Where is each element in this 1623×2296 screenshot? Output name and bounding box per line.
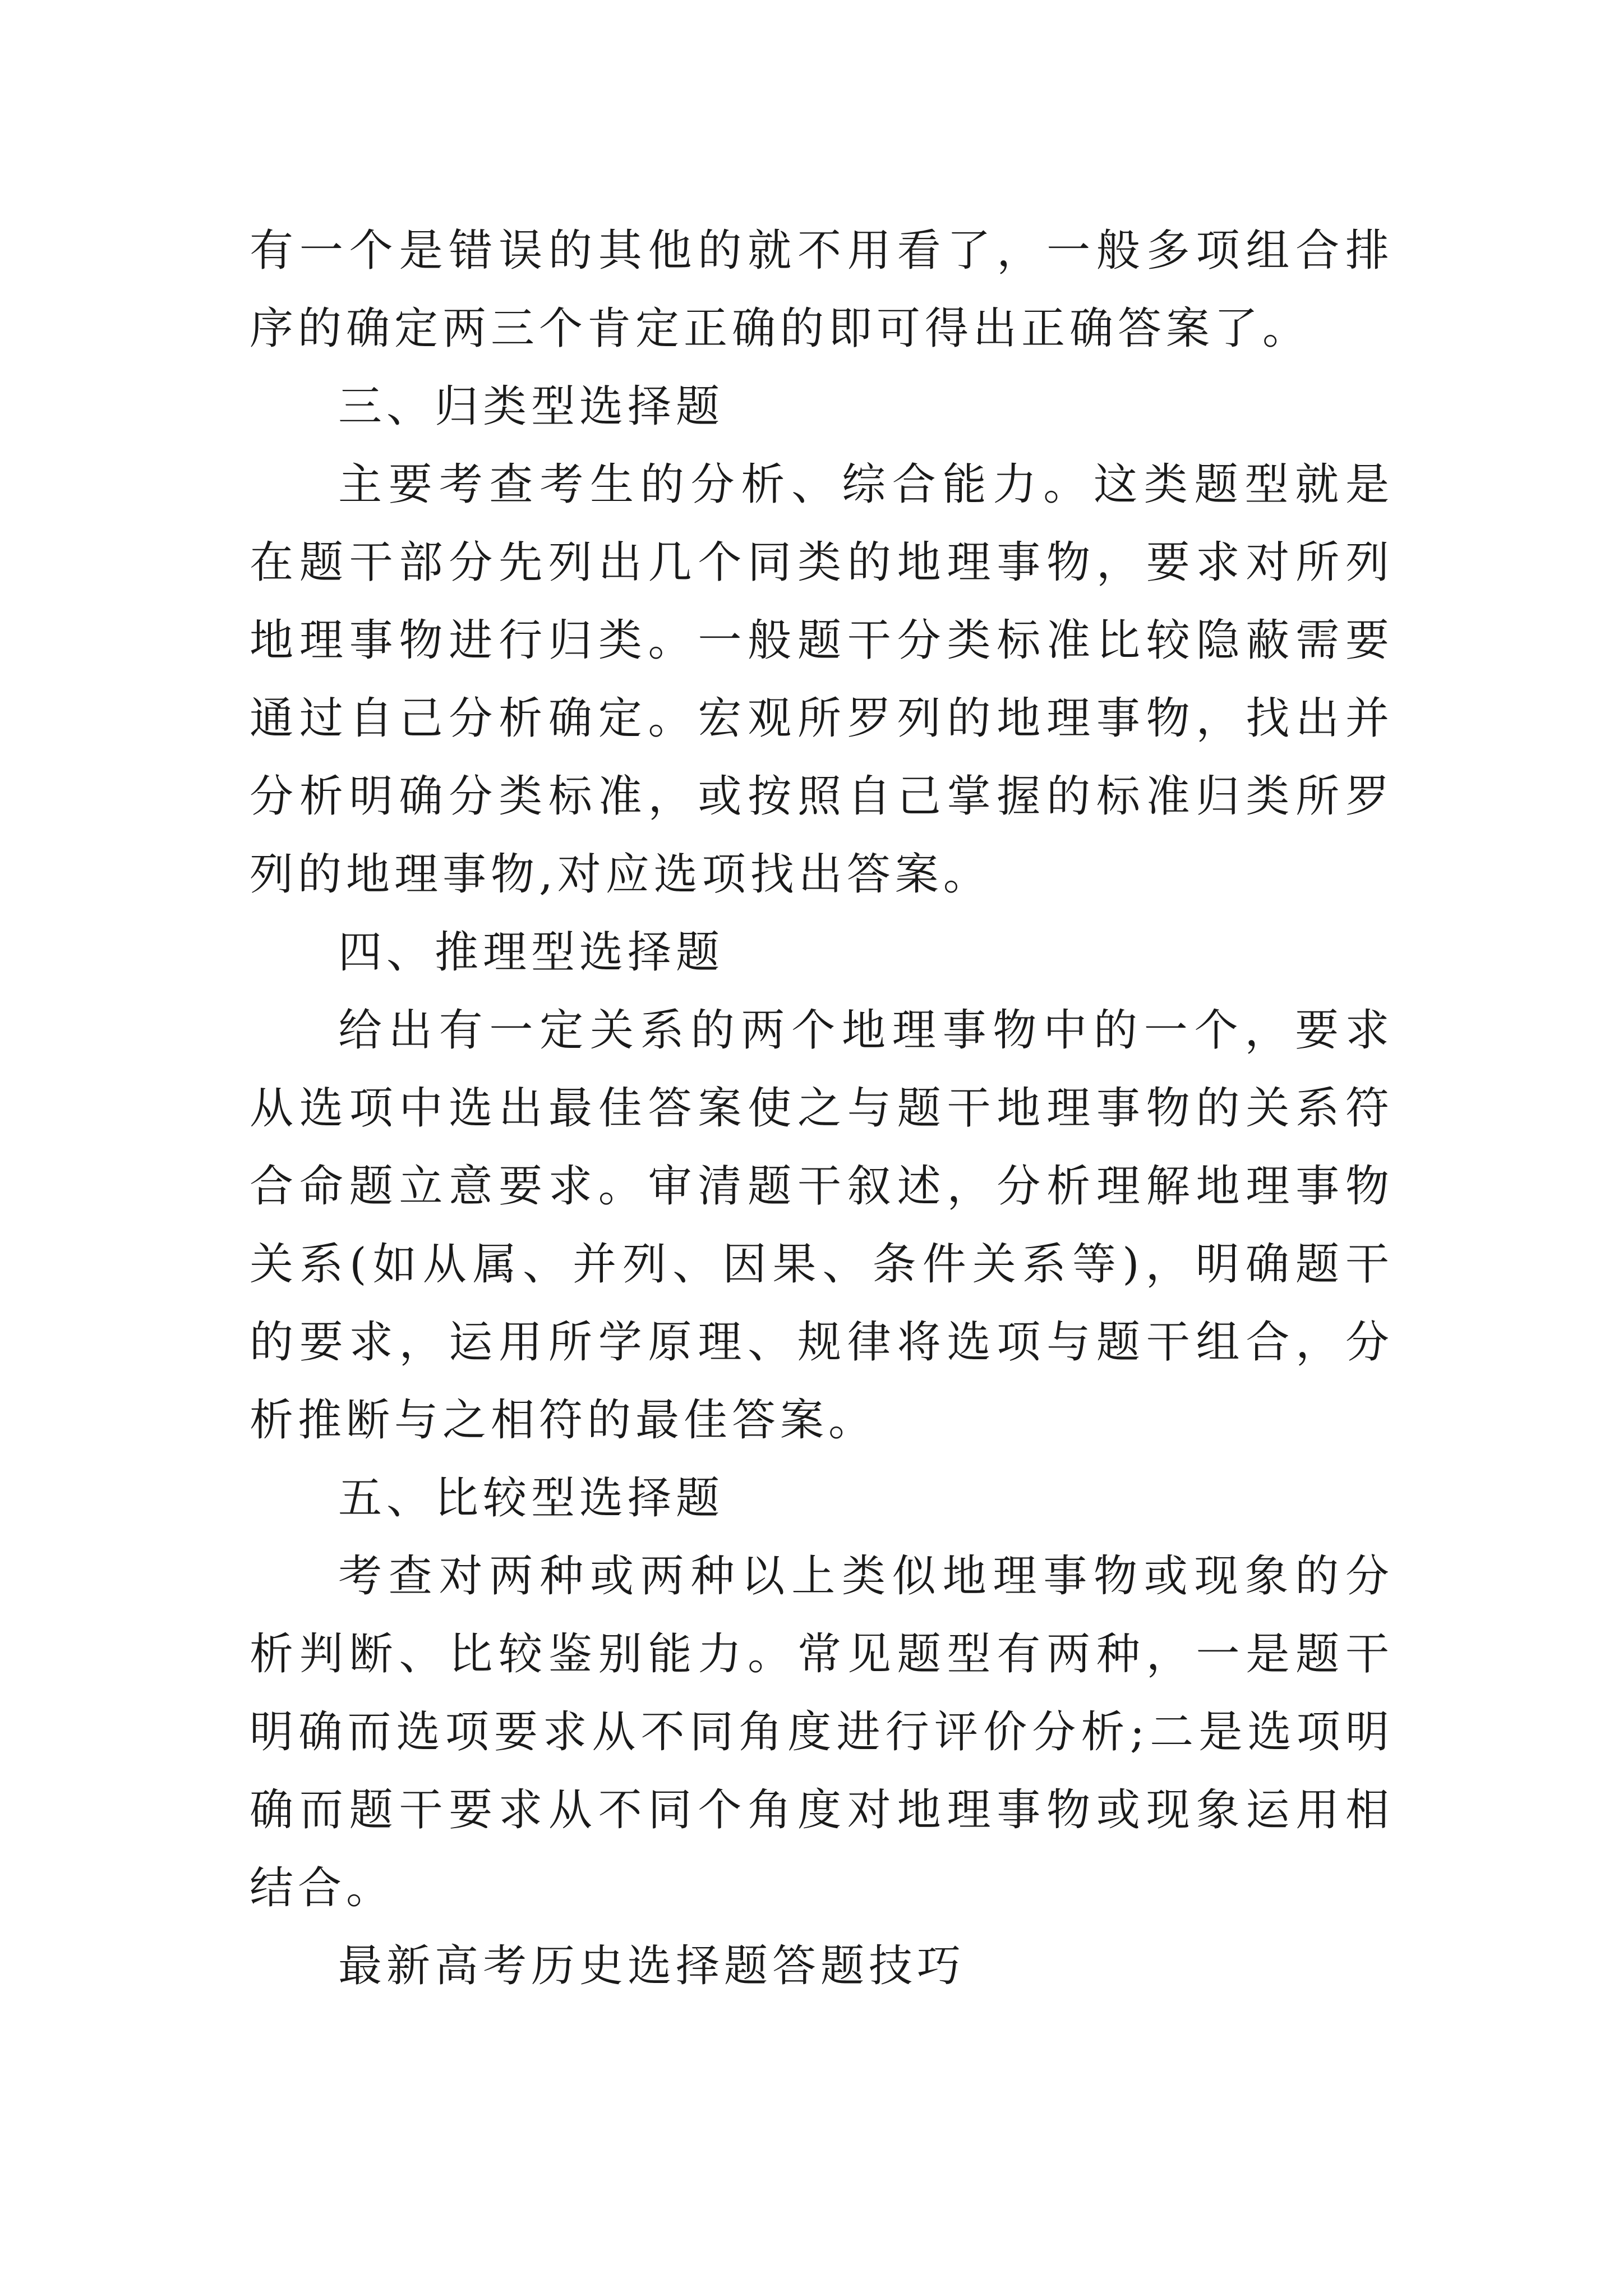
paragraph-comparison: 考查对两种或两种以上类似地理事物或现象的分析判断、比较鉴别能力。常见题型有两种，一是题干明确而选项要求从不同角度进行评价分析;二是选项明确而题干要求从不同个角度对地理事物或现象运用相结合。: [250, 1551, 1394, 1913]
document-body: [250, 212, 1394, 2005]
section-heading-comparison: 五、比较型选择题: [338, 1473, 725, 1524]
paragraph-reasoning: 给出有一定关系的两个地理事物中的一个，要求从选项中选出最佳答案使之与题干地理事物的关系符合命题立意要求。审清题干叙述，分析理解地理事物关系(如从属、并列、因果、条件关系等)，明确题干的要求，运用所学原理、规律将选项与题干组合，分析推断与之相符的最佳答案。: [250, 1005, 1394, 1446]
section-heading-classification: 三、归类型选择题: [338, 381, 725, 432]
section-heading-reasoning: 四、推理型选择题: [338, 927, 725, 978]
paragraph-classification: 主要考查考生的分析、综合能力。这类题型就是在题干部分先列出几个同类的地理事物，要求对所列地理事物进行归类。一般题干分类标准比较隐蔽需要通过自己分析确定。宏观所罗列的地理事物，找出并分析明确分类标准，或按照自己掌握的标准归类所罗列的地理事物,对应选项找出答案。: [250, 459, 1394, 900]
paragraph-continuation: 有一个是错误的其他的就不用看了，一般多项组合排序的确定两三个肯定正确的即可得出正确答案了。: [250, 226, 1394, 354]
section-heading-history-tips: 最新高考历史选择题答题技巧: [338, 1941, 966, 1991]
